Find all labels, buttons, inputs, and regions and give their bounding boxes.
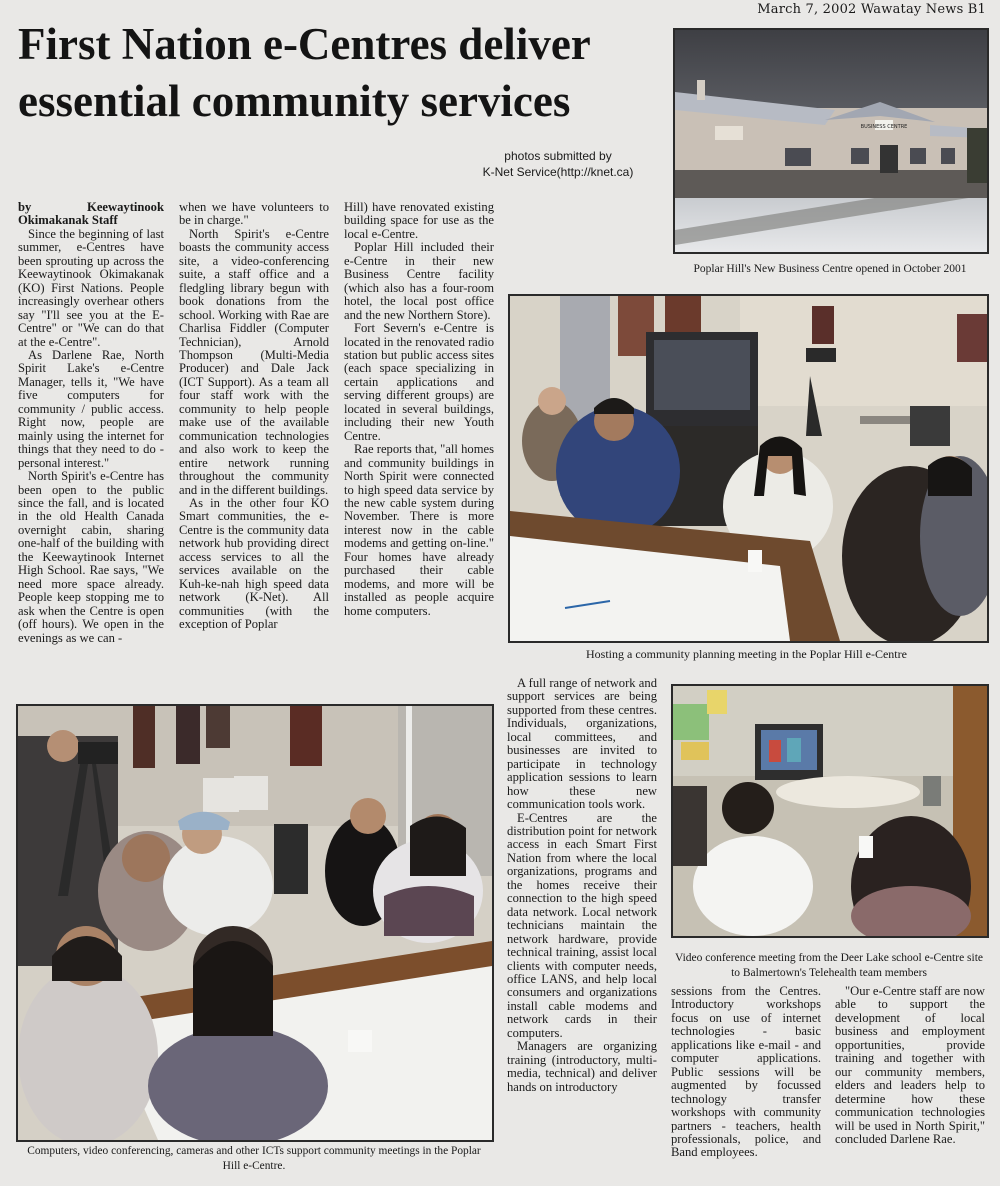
caption-ict-meeting: Computers, video conferencing, cameras and other ICTs support community meetings in the Poplar Hill e-Centre. [27, 1145, 481, 1172]
article-paragraph: E-Centres are the distribution point for network access in each Smart First Nation from where the local organizations, programs and the homes receive their connection to the high speed data network. Local network technicians maintain the network hardware, provide technical training, assist local clients with computer needs, office LANS, and help local consumers and organizations install cable modems and network cards in their computers. [507, 810, 657, 1040]
article-paragraph: Since the beginning of last summer, e-Centres have been sprouting up across the Keewaytinook Okimakanak (KO) First Nations. People increasingly overhear others say "I'll see you at the E-Centre" or "We can do that at the e-Centre". [18, 226, 164, 349]
caption-planning-meeting: Hosting a community planning meeting in the Poplar Hill e-Centre [586, 647, 907, 661]
photo-credit-line2: K-Net Service(http://knet.ca) [482, 165, 634, 179]
article-paragraph: North Spirit's e-Centre has been open to the public since the fall, and is located in the old Health Canada overnight cabin, sharing one-half of the building with the Keewaytinook Internet High School. Rae says, "We need more space already. People keep stopping me to ask when the Centre is open (off hours). We open in the evenings as we can - [18, 469, 164, 645]
article-column-2 [179, 201, 329, 632]
article-paragraph: As in the other four KO Smart communities, the e-Centre is the community data network hub providing direct access services to all the services available on the Kuh-ke-nah high speed data network (K-Net). All communities (with the exception of Poplar [179, 495, 329, 632]
article-column-1 [18, 201, 164, 645]
byline: by Keewaytinook Okimakanak Staff [18, 200, 164, 228]
article-column-4 [507, 677, 657, 1094]
article-paragraph: Managers are organizing training (introductory, multi-media, technical) and deliver hands on introductory [507, 1039, 657, 1094]
article-column-5 [671, 985, 821, 1160]
photo-planning-meeting [508, 294, 989, 643]
caption-video-conference: Video conference meeting from the Deer Lake school e-Centre site to Balmertown's Telehealth team members [674, 952, 984, 979]
photo-business-centre [673, 28, 989, 254]
business-centre-sign: BUSINESS CENTRE [860, 124, 908, 130]
masthead: March 7, 2002 Wawatay News B1 [757, 2, 986, 17]
article-paragraph: when we have volunteers to be in charge." [179, 200, 329, 228]
article-paragraph: Rae reports that, "all homes and community buildings in North Spirit were connected to high speed data service by the new cable system during November. There is more interest now in the cable modems and getting on-line." Four homes have already purchased their cable modems, and more will be installed as people acquire home computers. [344, 442, 494, 618]
article-paragraph: Fort Severn's e-Centre is located in the renovated radio station but public access sites (each space specializing in certain applications and serving different groups) are located in several buildings, including their new Youth Centre. [344, 321, 494, 443]
headline: First Nation e-Centres deliver essential community services [18, 19, 590, 126]
article-paragraph: North Spirit's e-Centre boasts the community access site, a video-conferencing suite, a staff office and a fledgling library begun with book donations from the school. Working with Rae are Charlisa Fiddler (Computer Technician), Arnold Thompson (Multi-Media Producer) and Dale Jack (ICT Support). As a team all four staff work with the community to help people make use of the available communication technologies and also work to keep the entire network running throughout the community and in the different buildings. [179, 226, 329, 497]
article-paragraph: As Darlene Rae, North Spirit Lake's e-Centre Manager, tells it, "We have five computers for community / public access. Right now, people are mainly using the internet for things that they need to do - personal interest." [18, 347, 164, 470]
photo-credit [468, 148, 648, 180]
article-paragraph: Hill) have renovated existing building space for use as the local e-Centre. [344, 200, 494, 241]
photo-credit-line1: photos submitted by [504, 149, 612, 163]
article-paragraph: "Our e-Centre staff are now able to support the development of local business and employment opportunities, provide training and together with our community members, elders and leaders help to determine how these communication technologies will be used in North Spirit," concluded Darlene Rae. [835, 984, 985, 1146]
photo-video-conference [671, 684, 989, 938]
article-paragraph: sessions from the Centres. Introductory workshops focus on use of internet technologies - basic applications like e-mail - and computer applications. Public sessions will be augmented by focussed technology transfer workshops with community partners - teachers, health professionals, police, and Band employees. [671, 984, 821, 1160]
article-paragraph: Poplar Hill included their e-Centre in their new Business Centre facility (which also has a four-room hotel, the local post office and the new Northern Store). [344, 240, 494, 322]
caption-business-centre: Poplar Hill's New Business Centre opened in October 2001 [693, 263, 967, 275]
article-column-3 [344, 201, 494, 618]
photo-ict-meeting [16, 704, 494, 1142]
article-column-6 [835, 985, 985, 1146]
article-paragraph: A full range of network and support services are being supported from these centres. Individuals, organizations, local committees, and businesses are invited to participate in technology application sessions to learn how these new communication tools work. [507, 676, 657, 812]
